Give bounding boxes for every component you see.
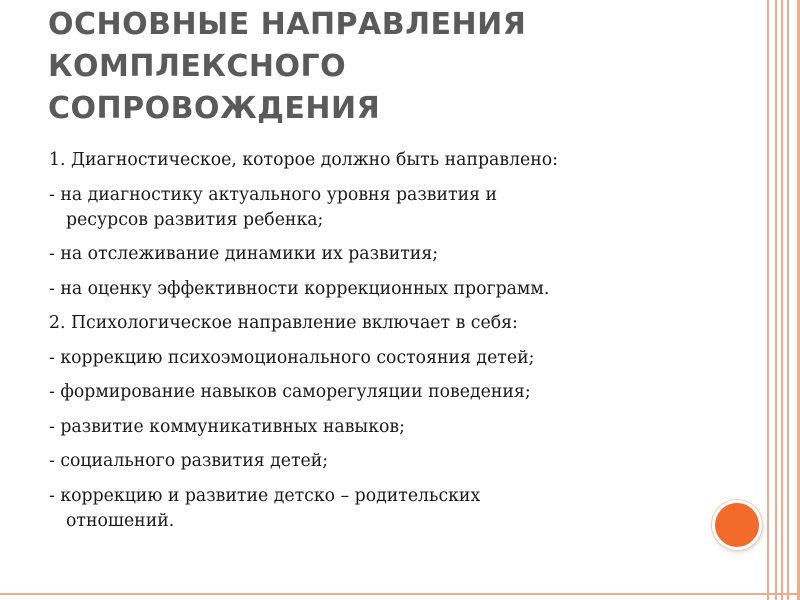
list-item-text: ресурсов развития ребенка; xyxy=(66,209,324,230)
list-item-text: 1. Диагностическое, которое должно быть направлено: xyxy=(49,150,559,170)
list-item xyxy=(49,484,729,534)
list-item-text: - на оценку эффективности коррекционных программ. xyxy=(49,278,550,299)
orange-circle-decoration xyxy=(712,500,762,550)
slide-title-line: ОСНОВНЫЕ НАПРАВЛЕНИЯ xyxy=(48,7,527,42)
list-item-text: - развитие коммуникативных навыков; xyxy=(49,416,405,437)
decorative-stripe xyxy=(781,0,783,600)
list-item-text: - на диагностику актуального уровня развития и xyxy=(49,184,498,205)
list-item xyxy=(49,415,729,440)
list-item xyxy=(49,449,729,474)
slide-title-line: КОМПЛЕКСНОГО xyxy=(48,49,347,84)
list-item-text: - социального развития детей; xyxy=(49,451,329,471)
list-item-text: - формирование навыков саморегуляции поведения; xyxy=(49,382,531,402)
list-item-text: 2. Психологическое направление включает в себя: xyxy=(49,313,518,333)
list-item-text: - на отслеживание динамики их развития; xyxy=(49,244,439,264)
list-item-text: отношений. xyxy=(66,510,175,531)
decorative-stripe xyxy=(787,0,789,600)
decorative-stripe xyxy=(775,0,777,600)
slide-body-list xyxy=(49,148,729,543)
list-item xyxy=(49,242,729,267)
list-item xyxy=(49,311,729,336)
list-item xyxy=(49,148,729,173)
list-item xyxy=(49,380,729,405)
slide-title-line: СОПРОВОЖДЕНИЯ xyxy=(48,91,381,126)
list-item-text: - коррекцию и развитие детско – родительских xyxy=(49,485,481,506)
decorative-stripe xyxy=(767,0,769,600)
list-item-text: - коррекцию психоэмоционального состояния детей; xyxy=(49,347,535,368)
list-item xyxy=(49,277,729,302)
list-item xyxy=(49,183,729,233)
decorative-bottom-line xyxy=(0,593,800,595)
slide-title xyxy=(48,4,728,130)
list-item xyxy=(49,346,729,371)
